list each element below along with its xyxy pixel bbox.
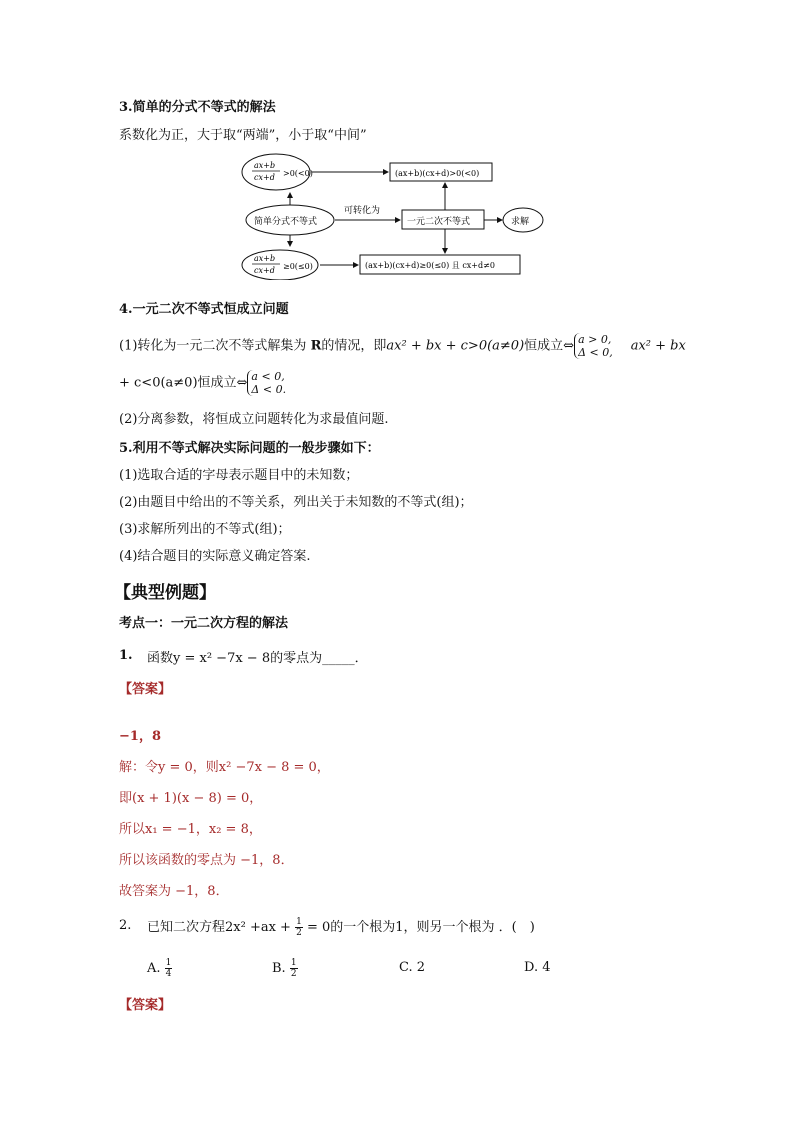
section4-p1-line2 bbox=[119, 370, 286, 396]
section3-rule: 系数化为正，大于取“两端”，小于取“中间” bbox=[119, 128, 367, 143]
q2-number: 2. bbox=[119, 918, 132, 933]
middle-box-text: 一元二次不等式 bbox=[407, 217, 471, 227]
p1-brace-group-1 bbox=[574, 333, 613, 359]
frac-num: 1 bbox=[165, 958, 172, 968]
option-a-fraction bbox=[165, 958, 173, 979]
bottom-rel: ≥0(≤0) bbox=[283, 262, 313, 271]
top-rel: >0(<0) bbox=[283, 169, 313, 178]
section4-p1-line1 bbox=[119, 333, 686, 359]
step-item: (3)求解所列出的不等式(组)； bbox=[119, 522, 291, 537]
solution-line: 故答案为 −1，8． bbox=[119, 884, 229, 899]
q1-number: 1. bbox=[119, 648, 133, 663]
step-item: (2)由题目中给出的不等关系，列出关于未知数的不等式(组)； bbox=[119, 495, 473, 510]
answer-label-2: 【答案】 bbox=[119, 998, 172, 1013]
option-b-fraction bbox=[290, 958, 298, 979]
q2-b: = 0的一个根为1，则另一个根为 ．( ) bbox=[306, 920, 535, 935]
p1-brace-item: Δ < 0. bbox=[251, 383, 287, 396]
p1-b: 的情况，即 bbox=[321, 338, 387, 354]
option-label: B. bbox=[272, 961, 286, 976]
step-item: (4)结合题目的实际意义确定答案. bbox=[119, 549, 311, 564]
solution-line: 即(x + 1)(x − 8) = 0， bbox=[119, 791, 263, 806]
point1-heading: 考点一：一元二次方程的解法 bbox=[119, 616, 289, 631]
center-text: 简单分式不等式 bbox=[254, 217, 318, 227]
option-label: A. bbox=[147, 961, 161, 976]
solve-text: 求解 bbox=[511, 217, 530, 227]
q2-fraction bbox=[295, 917, 303, 938]
p1-brace-group-2 bbox=[247, 370, 286, 396]
section5-heading: 5.利用不等式解决实际问题的一般步骤如下： bbox=[119, 441, 380, 456]
option-c: C. 2 bbox=[399, 960, 426, 975]
section4-p2: (2)分离参数，将恒成立问题转化为求最值问题. bbox=[119, 412, 389, 427]
p1-line2-a: + c<0(a≠0)恒成立⇔ bbox=[119, 375, 248, 391]
top-frac-den: cx+d bbox=[254, 173, 275, 182]
p1-R: R bbox=[310, 338, 322, 354]
p1-brace-item: Δ < 0, bbox=[578, 346, 613, 359]
solution-line: 所以x₁ = −1，x₂ = 8， bbox=[119, 822, 262, 837]
section4-heading: 4.一元二次不等式恒成立问题 bbox=[119, 302, 289, 317]
bottom-frac-den: cx+d bbox=[254, 266, 275, 275]
q2-a: 已知二次方程2x² +ax + bbox=[147, 920, 291, 935]
frac-den: 2 bbox=[290, 969, 297, 979]
fraction-inequality-diagram bbox=[240, 150, 560, 280]
option-d: D. 4 bbox=[524, 960, 551, 975]
p1-c: 恒成立⇔ bbox=[524, 338, 575, 354]
p1-a: (1)转化为一元二次不等式解集为 bbox=[119, 338, 307, 354]
frac-den: 2 bbox=[296, 928, 302, 938]
examples-title: 【典型例题】 bbox=[114, 583, 216, 603]
step-item: (1)选取合适的字母表示题目中的未知数； bbox=[119, 468, 359, 483]
section3-heading: 3.简单的分式不等式的解法 bbox=[119, 100, 276, 115]
p1-brace-item: a > 0, bbox=[578, 333, 612, 346]
p1-tail: ax² + bx bbox=[630, 338, 686, 354]
bottom-box-text: (ax+b)(cx+d)≥0(≤0) 且 cx+d≠0 bbox=[365, 261, 495, 270]
top-box-text: (ax+b)(cx+d)>0(<0) bbox=[395, 169, 480, 178]
option-b bbox=[272, 958, 298, 979]
answer-value: −1，8 bbox=[119, 729, 161, 744]
solution-line: 所以该函数的零点为 −1，8． bbox=[119, 853, 294, 868]
q1-text: 函数y = x² −7x − 8的零点为_____． bbox=[147, 651, 368, 666]
p1-brace-item: a < 0, bbox=[251, 370, 285, 383]
frac-num: 1 bbox=[290, 958, 297, 968]
p1-expr: ax² + bx + c>0(a≠0) bbox=[386, 338, 525, 354]
option-a bbox=[147, 958, 172, 979]
arrow-label: 可转化为 bbox=[344, 206, 381, 216]
frac-den: 4 bbox=[165, 969, 172, 979]
frac-num: 1 bbox=[296, 917, 302, 927]
answer-label: 【答案】 bbox=[119, 682, 172, 697]
q2-text bbox=[147, 916, 535, 938]
top-frac-num: ax+b bbox=[254, 161, 276, 170]
bottom-frac-num: ax+b bbox=[254, 254, 276, 263]
solution-line: 解：令y = 0，则x² −7x − 8 = 0， bbox=[119, 760, 330, 775]
